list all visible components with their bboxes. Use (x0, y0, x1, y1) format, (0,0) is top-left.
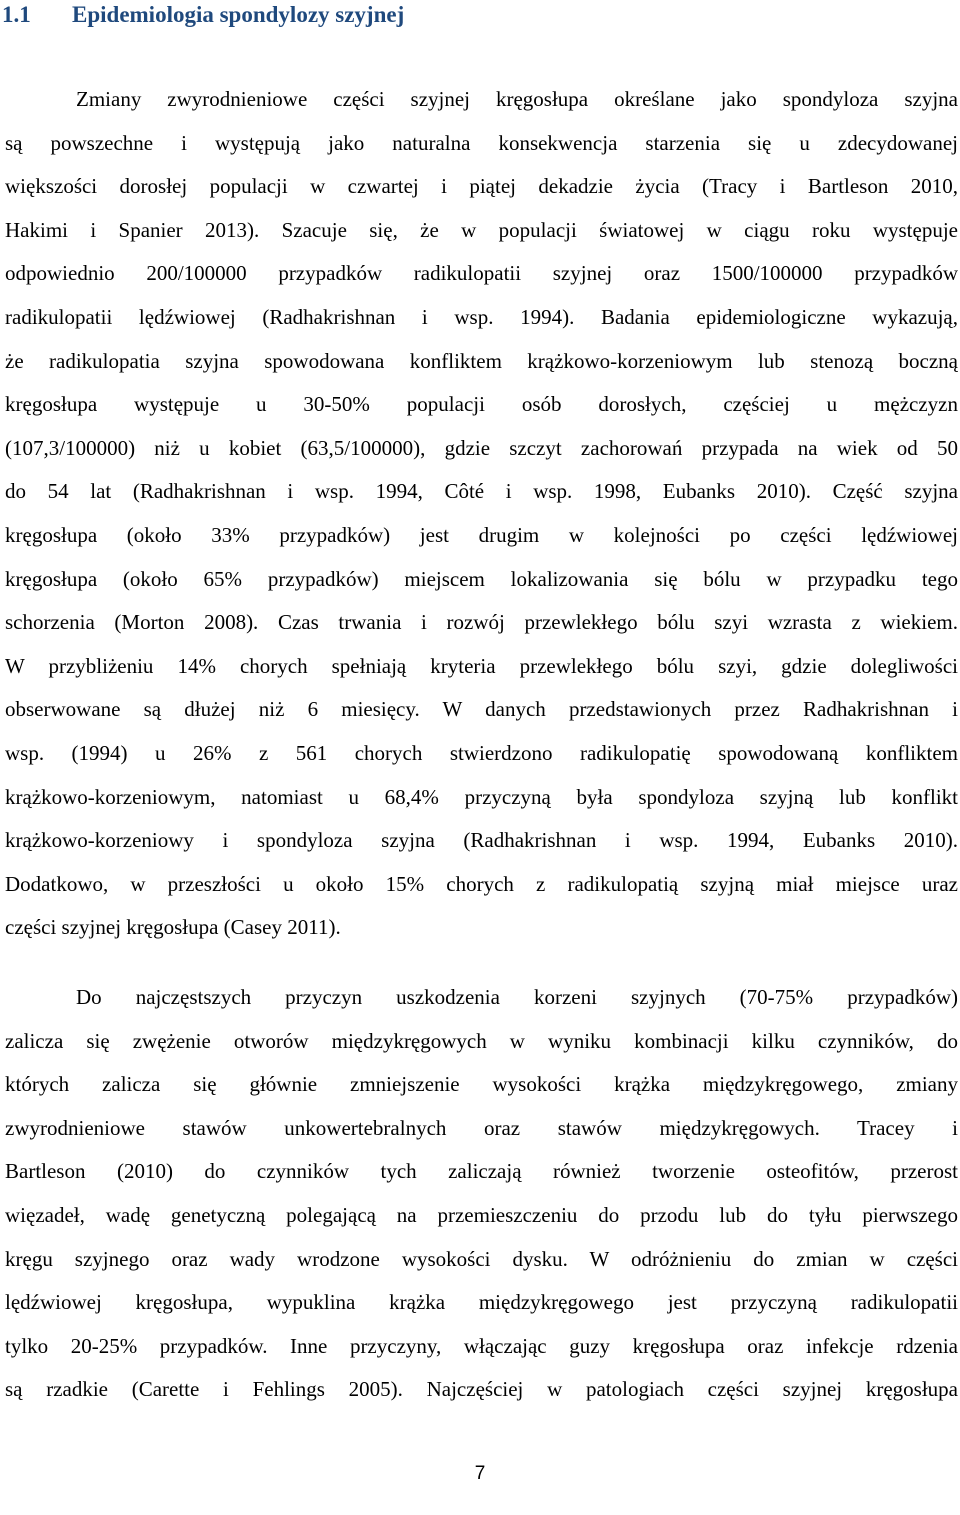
text-line: wsp. (1994) u 26% z 561 chorych stwierdzono radikulopatię spowodowaną konfliktem (5, 740, 958, 765)
text-line: radikulopatii lędźwiowej (Radhakrishnan i wsp. 1994). Badania epidemiologiczne wykazują, (5, 304, 958, 329)
text-line: zwyrodnieniowe stawów unkowertebralnych oraz stawów międzykręgowych. Tracey i (5, 1115, 958, 1140)
text-line: że radikulopatia szyjna spowodowana konfliktem krążkowo-korzeniowym lub stenozą boczną (5, 348, 958, 373)
text-line: zalicza się zwężenie otworów międzykręgowych w wyniku kombinacji kilku czynników, do (5, 1028, 958, 1053)
page-number: 7 (474, 1463, 486, 1484)
section-number: 1.1 (2, 2, 31, 27)
text-line: schorzenia (Morton 2008). Czas trwania i rozwój przewlekłego bólu szyi wzrasta z wiekiem. (5, 610, 958, 635)
text-line: więzadeł, wadę genetyczną polegającą na przemieszczeniu do przodu lub do tyłu pierwszego (5, 1202, 958, 1227)
text-line: części szyjnej kręgosłupa (Casey 2011). (5, 915, 341, 940)
text-line: odpowiednio 200/100000 przypadków radikulopatii szyjnej oraz 1500/100000 przypadków (5, 261, 958, 286)
text-line: tylko 20-25% przypadków. Inne przyczyny, włączając guzy kręgosłupa oraz infekcje rdzenia (5, 1333, 958, 1358)
text-line: Bartleson (2010) do czynników tych zaliczają również tworzenie osteofitów, przerost (5, 1159, 958, 1184)
text-line: do 54 lat (Radhakrishnan i wsp. 1994, Côté i wsp. 1998, Eubanks 2010). Część szyjna (5, 479, 958, 504)
text-line: Dodatkowo, w przeszłości u około 15% chorych z radikulopatią szyjną miał miejsce uraz (5, 871, 958, 896)
text-line: kręgu szyjnego oraz wady wrodzone wysokości dysku. W odróżnieniu do zmian w części (5, 1246, 958, 1271)
text-line: kręgosłupa (około 65% przypadków) miejscem lokalizowania się bólu w przypadku tego (5, 566, 958, 591)
text-line: są rzadkie (Carette i Fehlings 2005). Najczęściej w patologiach części szyjnej kręgosłupa (5, 1377, 958, 1402)
text-line: Hakimi i Spanier 2013). Szacuje się, że w populacji światowej w ciągu roku występuje (5, 217, 958, 242)
text-line: lędźwiowej kręgosłupa, wypuklina krążka międzykręgowego jest przyczyną radikulopatii (5, 1290, 958, 1315)
text-line: krążkowo-korzeniowym, natomiast u 68,4% przyczyną była spondyloza szyjną lub konflikt (5, 784, 958, 809)
text-line: są powszechne i występują jako naturalna konsekwencja starzenia się u zdecydowanej (5, 130, 958, 155)
section-title: Epidemiologia spondylozy szyjnej (72, 2, 405, 27)
text-line: W przybliżeniu 14% chorych spełniają kryteria przewlekłego bólu szyi, gdzie dolegliwości (5, 653, 958, 678)
text-line: (107,3/100000) niż u kobiet (63,5/100000), gdzie szczyt zachorowań przypada na wiek od 50 (5, 435, 958, 460)
text-line: Zmiany zwyrodnieniowe części szyjnej kręgosłupa określane jako spondyloza szyjna (76, 87, 958, 111)
text-line: kręgosłupa (około 33% przypadków) jest drugim w kolejności po części lędźwiowej (5, 522, 958, 547)
text-line: Do najczęstszych przyczyn uszkodzenia korzeni szyjnych (70-75% przypadków) (76, 985, 958, 1009)
text-line: których zalicza się głównie zmniejszenie wysokości krążka międzykręgowego, zmiany (5, 1072, 958, 1097)
text-line: krążkowo-korzeniowy i spondyloza szyjna (Radhakrishnan i wsp. 1994, Eubanks 2010). (5, 828, 958, 853)
text-line: obserwowane są dłużej niż 6 miesięcy. W danych przedstawionych przez Radhakrishnan i (5, 697, 958, 722)
paragraph-causes (5, 976, 958, 1412)
text-line: kręgosłupa występuje u 30-50% populacji osób dorosłych, częściej u mężczyzn (5, 392, 958, 417)
section-heading (0, 0, 960, 32)
paragraph-epidemiology (5, 78, 958, 950)
text-line: większości dorosłej populacji w czwartej i piątej dekadzie życia (Tracy i Bartleson 2010, (5, 174, 958, 199)
